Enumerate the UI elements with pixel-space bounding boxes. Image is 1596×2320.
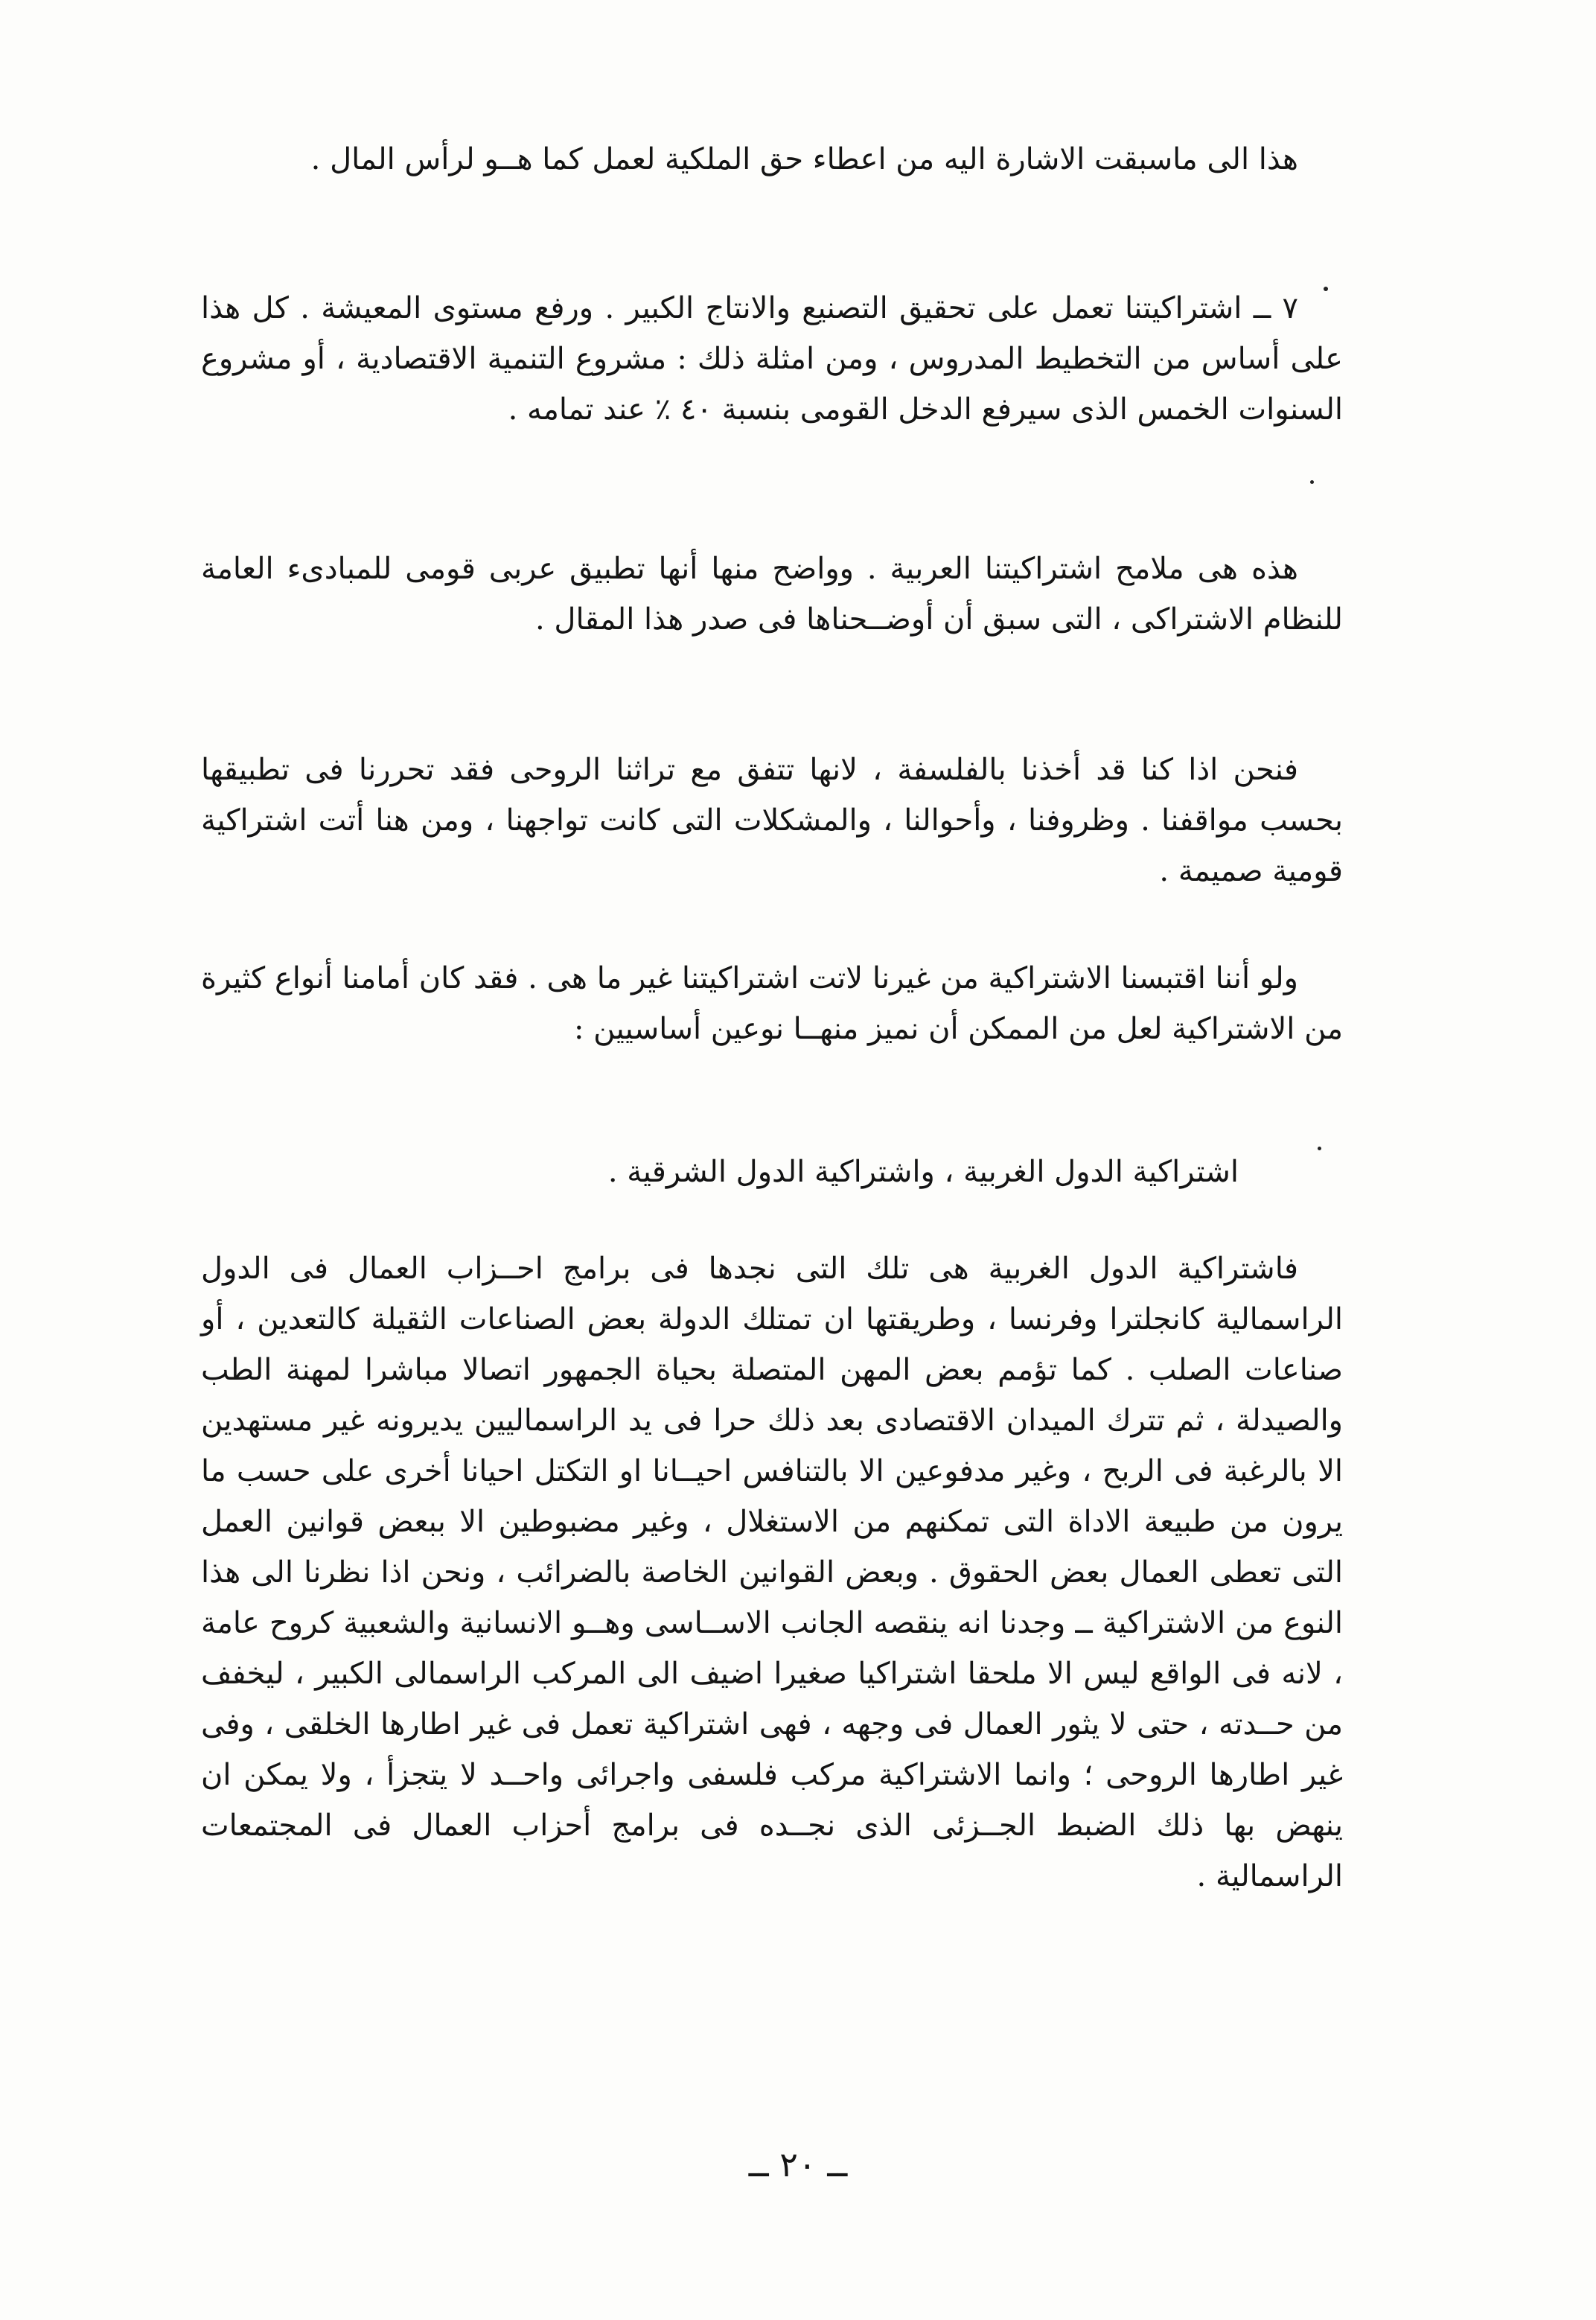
- scan-speck: [1318, 1147, 1321, 1150]
- paragraph-7: فاشتراكية الدول الغربية هى تلك التى نجدها فى برامج احــزاب العمال فى الدول الراسمالية كانجلترا وفرنسا ، وطريقتها ان تمتلك الدولة بعض الصناعات الثقيلة كالتعدين ، أو صناعات الصلب . كما تؤمم بعض المهن المتصلة بحياة الجمهور اتصالا مباشرا لمهنة الطب والصيدلة ، ثم تترك الميدان الاقتصادى بعد ذلك حرا فى يد الراسماليين يديرونه غير مستهدين الا بالرغبة فى الربح ، وغير مدفوعين الا بالتنافس احيــانا او التكتل احيانا أخرى على حسب ما يرون من طبيعة الاداة التى تمكنهم من الاستغلال ، وغير مضبوطين الا ببعض قوانين العمل التى تعطى العمال بعض الحقوق . وبعض القوانين الخاصة بالضرائب ، ونحن اذا نظرنا الى هذا النوع من الاشتراكية ــ وجدنا انه ينقصه الجانب الاســاسى وهــو الانسانية والشعبية كروح عامة ، لانه فى الواقع ليس الا ملحقا اشتراكيا صغيرا اضيف الى المركب الراسمالى الكبير ، ليخفف من حــدته ، حتى لا يثور العمال فى وجهه ، فهى اشتراكية تعمل فى غير اطارها الخلقى ، وفى غير اطارها الروحى ؛ وانما الاشتراكية مركب فلسفى واجرائى واحــد لا يتجزأ ، ولا يمكن ان ينهض بها ذلك الضبط الجــزئى الذى نجــده فى برامج أحزاب العمال فى المجتمعات الراسمالية .: [201, 1252, 1344, 1893]
- paragraph-5: ولو أننا اقتبسنا الاشتراكية من غيرنا لاتت اشتراكيتنا غير ما هى . فقد كان أمامنا أنواع كثيرة من الاشتراكية لعل من الممكن أن نميز منهــا نوعين أساسيين :: [201, 961, 1343, 1046]
- scan-speck: [1324, 287, 1328, 291]
- paragraph-2: ٧ ــ اشتراكيتنا تعمل على تحقيق التصنيع والانتاج الكبير . ورفع مستوى المعيشة . كل هذا على أساس من التخطيط المدروس ، ومن امثلة ذلك : مشروع التنمية الاقتصادية ، أو مشروع السنوات الخمس الذى سيرفع الدخل القومى بنسبة ٤٠ ٪ عند تمامه .: [201, 291, 1344, 427]
- paragraph-6: اشتراكية الدول الغربية ، واشتراكية الدول الشرقية .: [607, 1155, 1239, 1189]
- paragraph-1: هذا الى ماسبقت الاشارة اليه من اعطاء حق الملكية لعمل كما هــو لرأس المال .: [310, 142, 1298, 176]
- scan-speck: [1310, 480, 1314, 484]
- paragraph-3: هذه هى ملامح اشتراكيتنا العربية . وواضح منها أنها تطبيق عربى قومى للمبادىء العامة للنظام الاشتراكى ، التى سبق أن أوضــحناها فى صدر هذا المقال .: [201, 552, 1343, 637]
- paragraph-4: فنحن اذا كنا قد أخذنا بالفلسفة ، لانها تتفق مع تراثنا الروحى فقد تحررنا فى تطبيقها بحسب مواقفنا . وظروفنا ، وأحوالنا ، والمشكلات التى كانت تواجهنا ، ومن هنا أتت اشتراكية قومية صميمة .: [201, 753, 1343, 888]
- page-number: ــ ٢٠ ــ: [748, 2144, 848, 2184]
